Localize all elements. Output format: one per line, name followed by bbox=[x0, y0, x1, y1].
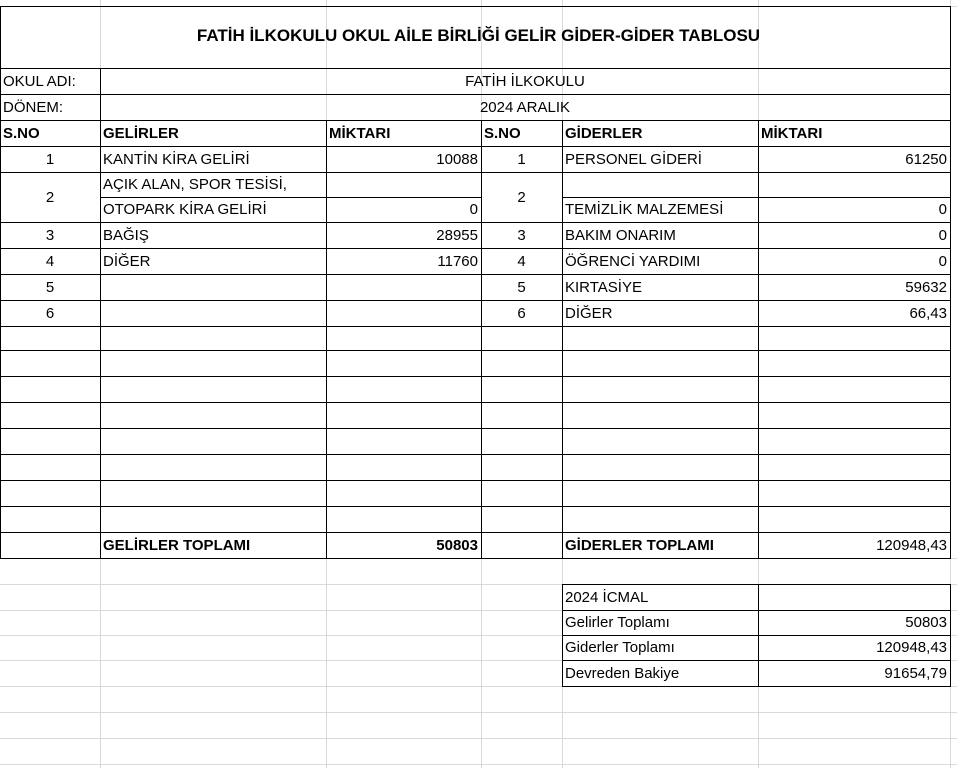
expense-name: TEMİZLİK MALZEMESİ bbox=[565, 201, 724, 218]
border-line bbox=[326, 120, 327, 559]
income-total-value: 50803 bbox=[436, 536, 478, 554]
border-line bbox=[0, 558, 951, 559]
expense-no: 3 bbox=[517, 226, 526, 244]
expense-amount: 61250 bbox=[905, 150, 947, 168]
income-no: 2 bbox=[45, 188, 55, 206]
expense-name: KIRTASİYE bbox=[565, 278, 642, 296]
expense-amount-header: MİKTARI bbox=[761, 124, 823, 142]
border-line bbox=[0, 376, 951, 377]
income-sno-header: S.NO bbox=[3, 124, 40, 142]
summary-title: 2024 İCMAL bbox=[565, 588, 649, 606]
expense-no: 6 bbox=[517, 304, 526, 322]
expense-amount: 59632 bbox=[905, 278, 947, 296]
border-line bbox=[0, 454, 951, 455]
income-name: BAĞIŞ bbox=[103, 226, 149, 244]
expense-header: GİDERLER bbox=[565, 124, 643, 142]
income-header: GELİRLER bbox=[103, 124, 179, 142]
gridline-horizontal bbox=[0, 712, 957, 713]
summary-balance-value: 91654,79 bbox=[884, 664, 947, 682]
border-line bbox=[0, 428, 951, 429]
income-no: 4 bbox=[45, 252, 55, 270]
expense-no: 5 bbox=[517, 278, 526, 296]
income-name: DİĞER bbox=[103, 252, 151, 270]
summary-income-value: 50803 bbox=[905, 614, 947, 631]
income-name-line2: OTOPARK KİRA GELİRİ bbox=[103, 201, 267, 218]
expense-total-label: GİDERLER TOPLAMI bbox=[565, 536, 714, 554]
income-no: 1 bbox=[45, 150, 55, 168]
expense-no: 1 bbox=[517, 150, 526, 168]
income-amount: 28955 bbox=[436, 226, 478, 244]
school-name: FATİH İLKOKULU bbox=[465, 73, 585, 90]
expense-amount: 0 bbox=[938, 226, 947, 244]
border-line bbox=[950, 584, 951, 687]
income-no: 5 bbox=[45, 278, 55, 296]
expense-amount: 0 bbox=[938, 201, 947, 218]
expense-name: PERSONEL GİDERİ bbox=[565, 150, 702, 168]
expense-name: ÖĞRENCİ YARDIMI bbox=[565, 252, 701, 270]
page-title: FATİH İLKOKULU OKUL AİLE BİRLİĞİ GELİR GİDER-GİDER TABLOSU bbox=[196, 26, 761, 45]
income-amount: 10088 bbox=[436, 150, 478, 168]
border-line bbox=[0, 480, 951, 481]
expense-name: DİĞER bbox=[565, 304, 613, 322]
border-line bbox=[562, 120, 563, 559]
expense-name: BAKIM ONARIM bbox=[565, 226, 676, 244]
expense-amount: 0 bbox=[938, 252, 947, 270]
border-line bbox=[562, 686, 951, 687]
income-name-line1: AÇIK ALAN, SPOR TESİSİ, bbox=[103, 176, 287, 193]
expense-sno-header: S.NO bbox=[484, 124, 521, 142]
income-no: 3 bbox=[45, 226, 55, 244]
expense-amount: 66,43 bbox=[909, 304, 947, 322]
period-label: DÖNEM: bbox=[3, 98, 63, 116]
income-amount: 0 bbox=[469, 201, 478, 218]
expense-no: 2 bbox=[517, 188, 526, 206]
gridline-horizontal bbox=[0, 738, 957, 739]
border-line bbox=[950, 6, 951, 559]
summary-expense-label: Giderler Toplamı bbox=[565, 639, 675, 656]
summary-income-label: Gelirler Toplamı bbox=[565, 614, 670, 631]
summary-expense-value: 120948,43 bbox=[876, 639, 947, 656]
income-amount: 11760 bbox=[437, 252, 478, 270]
income-name: KANTİN KİRA GELİRİ bbox=[103, 150, 250, 168]
border-line bbox=[0, 506, 951, 507]
expense-total-value: 120948,43 bbox=[876, 536, 947, 554]
border-line bbox=[0, 402, 951, 403]
border-line bbox=[0, 350, 951, 351]
income-no: 6 bbox=[45, 304, 55, 322]
border-line bbox=[758, 120, 759, 559]
border-line bbox=[0, 326, 951, 327]
summary-balance-label: Devreden Bakiye bbox=[565, 664, 680, 682]
income-total-label: GELİRLER TOPLAMI bbox=[103, 536, 251, 554]
expense-no: 4 bbox=[517, 252, 526, 270]
income-amount-header: MİKTARI bbox=[329, 124, 391, 142]
school-label: OKUL ADI: bbox=[3, 73, 76, 90]
period-value: 2024 ARALIK bbox=[479, 98, 571, 116]
gridline-horizontal bbox=[0, 764, 957, 765]
